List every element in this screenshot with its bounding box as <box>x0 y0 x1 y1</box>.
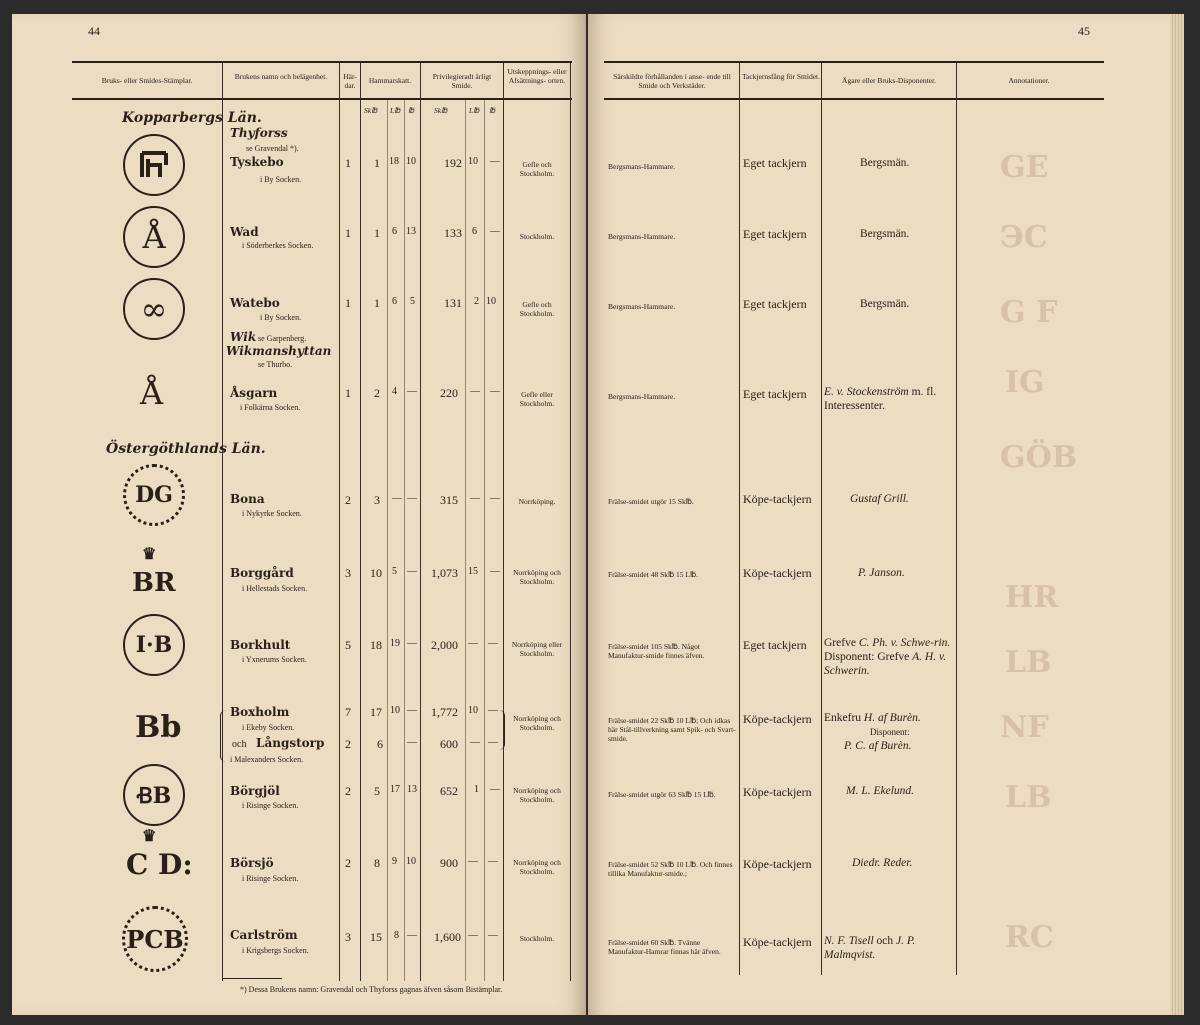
priv-mark: — <box>490 386 500 397</box>
priv-skp: 2,000 <box>431 638 458 652</box>
row-name: Bona <box>230 492 265 506</box>
priv-skp: 315 <box>440 493 458 507</box>
tackjern: Eget tackjern <box>743 387 807 401</box>
unit-lp: L℔ <box>390 106 401 115</box>
priv-lp: 10 <box>468 705 478 716</box>
owner-name: H. af Burèn. <box>863 712 921 724</box>
ref-thyforss: Thyforss <box>230 126 288 140</box>
h-skp: 18 <box>370 638 382 652</box>
header-hammarskatt: Hammarskatt. <box>368 76 412 85</box>
h-mark: — <box>407 737 417 748</box>
showthrough-mark: LB <box>1005 645 1052 680</box>
priv-skp: 192 <box>444 156 462 170</box>
priv-mark: — <box>490 493 500 504</box>
priv-lp: 1 <box>474 784 479 795</box>
priv-lp: 2 <box>474 296 479 307</box>
priv-skp: 1,073 <box>431 566 458 580</box>
owner-name: A. H. v. Schwerin. <box>824 651 947 677</box>
ref-thyforss-loc: se Gravendal *). <box>246 144 299 153</box>
header-rule-bottom-left <box>72 98 572 100</box>
showthrough-mark: G F <box>1000 295 1058 330</box>
port: Norrköping och Stockholm. <box>513 786 561 804</box>
h-mark: 10 <box>406 856 416 867</box>
owner: Bergsmän. <box>860 157 910 169</box>
h-mark: 10 <box>406 156 416 167</box>
tackjern: Köpe-tackjern <box>743 785 812 799</box>
h-mark: 13 <box>407 784 417 795</box>
col-divider <box>570 63 571 981</box>
owner-name: M. L. Ekelund. <box>846 785 915 797</box>
unit-skp2: Sk℔ <box>434 106 448 115</box>
col-divider <box>339 63 340 981</box>
owner <box>858 566 905 580</box>
owner-name: P. Janson. <box>858 567 905 579</box>
showthrough-mark: GÖB <box>1000 440 1078 475</box>
showthrough-mark: GE <box>1000 150 1049 185</box>
h-skp: 15 <box>370 930 382 944</box>
unit-lp2: L℔ <box>469 106 480 115</box>
showthrough-mark: RC <box>1005 920 1054 955</box>
row-loc: i Yxnerums Socken. <box>242 655 307 664</box>
tackjern: Eget tackjern <box>743 297 807 311</box>
h-lp: — <box>392 493 402 504</box>
port: Stockholm. <box>519 934 555 943</box>
row-loc: i By Socken. <box>260 175 302 184</box>
owner <box>824 934 956 962</box>
priv-mark: — <box>488 737 498 748</box>
priv-mark: — <box>488 638 498 649</box>
tackjern: Eget tackjern <box>743 227 807 241</box>
hardar: 5 <box>345 638 351 652</box>
showthrough-mark: HR <box>1005 580 1059 615</box>
stamp-borkhult: I·B <box>123 614 185 676</box>
ref-wikmans-loc: se Thurbo. <box>258 360 293 369</box>
header-hardar: Här-dar. <box>343 72 357 90</box>
col-divider <box>404 100 405 981</box>
priv-mark: — <box>488 705 498 716</box>
priv-mark: 10 <box>486 296 496 307</box>
port: Norrköping. <box>518 497 556 506</box>
footnote-rule <box>222 978 282 979</box>
row-name: Börgjöl <box>230 784 280 798</box>
col-divider <box>222 63 223 981</box>
port: Stockholm. <box>519 232 555 241</box>
hardar: 7 <box>345 705 351 719</box>
row-loc: i Nykyrke Socken. <box>242 509 302 518</box>
priv-lp: 10 <box>468 156 478 167</box>
stamp-borgjol: ꞖB <box>123 764 185 826</box>
row-name: Borggård <box>230 566 294 580</box>
h-lp: 6 <box>392 296 397 307</box>
region-ostergotland: Östergöthlands Län. <box>106 441 266 457</box>
col-divider <box>503 63 504 981</box>
priv-skp: 131 <box>444 296 462 310</box>
owner-disponent: Disponent: <box>870 727 910 737</box>
priv-mark: — <box>490 784 500 795</box>
port: Norrköping och Stockholm. <box>513 714 561 732</box>
remark: Frälse-smidet 52 Sk℔ 10 L℔. Och finnes tillika Manufaktur-smide.; <box>608 860 733 878</box>
priv-mark: — <box>490 156 500 167</box>
owner: Bergsmän. <box>860 228 910 240</box>
h-skp: 6 <box>377 737 383 751</box>
page-number-left: 44 <box>88 24 100 38</box>
hardar: 2 <box>345 493 351 507</box>
h-lp: 19 <box>390 638 400 649</box>
stamp-boxholm: Bb <box>135 710 182 745</box>
col-divider <box>739 63 740 975</box>
ref-wikmans: Wikmanshyttan <box>226 344 332 358</box>
stamp-asgarn: Å <box>140 374 164 412</box>
unit-mark: ℔ <box>408 106 415 115</box>
showthrough-mark: NF <box>1000 710 1049 745</box>
priv-skp: 900 <box>440 856 458 870</box>
header-agare: Ägare eller Bruks-Disponenter. <box>842 76 936 85</box>
port: Norrköping eller Stockholm. <box>511 640 563 658</box>
hardar: 1 <box>345 226 351 240</box>
h-mark: — <box>407 566 417 577</box>
h-lp: 8 <box>394 930 399 941</box>
row-name: Åsgarn <box>230 386 278 400</box>
header-rule-top-left <box>72 61 572 63</box>
h-skp: 8 <box>374 856 380 870</box>
h-mark: — <box>407 386 417 397</box>
owner: Bergsmän. <box>860 298 910 310</box>
tyskebo-mark-icon <box>134 145 174 185</box>
header-tackjern: Tackjernsfång för Smidet. <box>742 72 820 81</box>
h-skp: 17 <box>370 705 382 719</box>
col-divider <box>420 63 421 981</box>
header-annot: Annotationer. <box>1008 76 1050 85</box>
tackjern: Eget tackjern <box>743 638 807 652</box>
priv-lp: — <box>468 856 478 867</box>
row-loc: i By Socken. <box>260 313 302 322</box>
region-kopparberg: Kopparbergs Län. <box>122 110 262 126</box>
owner-disponent: Disponent: Grefve <box>824 651 910 663</box>
h-skp: 1 <box>374 296 380 310</box>
owner-name: E. v. Stockenström <box>824 386 909 398</box>
remark: Frälse-smidet 60 Sk℔. Tvänne Manufaktur-Hamrar finnas här äfven. <box>608 938 721 956</box>
tackjern: Köpe-tackjern <box>743 566 812 580</box>
hardar: 1 <box>345 296 351 310</box>
ref-wik-loc: se Garpenberg. <box>258 334 307 343</box>
h-mark: — <box>407 705 417 716</box>
row-name: Börsjö <box>230 856 274 870</box>
showthrough-mark: LB <box>1005 780 1052 815</box>
hardar: 3 <box>345 930 351 944</box>
col-divider <box>387 100 388 981</box>
priv-skp: 220 <box>440 386 458 400</box>
owner-name: C. Ph. v. Schwe-rin. <box>858 637 951 649</box>
unit-skp: Sk℔ <box>364 106 378 115</box>
col-divider <box>360 63 361 981</box>
remark: Frälse-smidet utgör 63 Sk℔ 15 L℔. <box>608 790 716 799</box>
h-lp: 18 <box>389 156 399 167</box>
h-skp: 1 <box>374 156 380 170</box>
h-lp: 9 <box>392 856 397 867</box>
hardar: 1 <box>345 386 351 400</box>
row-name-prefix: och <box>232 739 247 750</box>
h-skp: 10 <box>370 566 382 580</box>
tackjern: Köpe-tackjern <box>743 712 812 726</box>
priv-skp: 652 <box>440 784 458 798</box>
hardar: 1 <box>345 156 351 170</box>
stamp-borsjo: C D: <box>126 848 193 881</box>
row-name: Wad <box>230 225 259 239</box>
row-name: Borkhult <box>230 638 291 652</box>
owner <box>824 385 954 413</box>
stamp-borggard: BR <box>132 568 176 598</box>
row-loc: i Krigsbergs Socken. <box>242 946 309 955</box>
tackjern: Köpe-tackjern <box>743 857 812 871</box>
owner-conj: och <box>876 935 894 947</box>
row-loc: i Ekeby Socken. <box>242 723 295 732</box>
owner-title: Enkefru <box>824 712 862 724</box>
hardar: 2 <box>345 737 351 751</box>
h-skp: 3 <box>374 493 380 507</box>
owner-name: N. F. Tisell <box>824 935 874 947</box>
priv-skp: 1,600 <box>434 930 461 944</box>
header-stamp: Bruks- eller Smides-Stämplar. <box>101 76 193 85</box>
remark: Bergsmans-Hammare. <box>608 162 676 171</box>
owner-name: P. C. af Burèn. <box>844 740 912 752</box>
remark: Bergsmans-Hammare. <box>608 302 676 311</box>
h-lp: 17 <box>390 784 400 795</box>
h-mark: — <box>407 493 417 504</box>
h-lp: 10 <box>390 705 400 716</box>
header-sarskilda: Särskildte förhållanden i anse- ende till Smide och Verkstäder. <box>613 72 731 90</box>
owner <box>850 492 909 506</box>
showthrough-mark: ЭC <box>1000 220 1048 255</box>
tackjern: Köpe-tackjern <box>743 935 812 949</box>
stamp-wad: Å <box>123 206 185 268</box>
priv-skp: 1,772 <box>431 705 458 719</box>
owner-name: Diedr. Reder. <box>852 857 913 869</box>
stamp-carlstrom: PCB <box>122 906 188 972</box>
footnote: *) Dessa Brukens namn: Gravendal och Thyforss gagnas äfven såsom Bistämplar. <box>240 985 503 994</box>
port: Norrköping och Stockholm. <box>513 568 561 586</box>
h-mark: 13 <box>406 226 416 237</box>
unit-mark2: ℔ <box>489 106 496 115</box>
priv-skp: 600 <box>440 737 458 751</box>
priv-mark: — <box>488 856 498 867</box>
remark: Bergsmans-Hammare. <box>608 392 676 401</box>
priv-mark: — <box>490 226 500 237</box>
col-divider <box>821 63 822 975</box>
priv-skp: 133 <box>444 226 462 240</box>
ref-wik: Wik <box>230 330 257 344</box>
row-loc: i Söderberkes Socken. <box>242 241 314 250</box>
owner <box>846 784 914 798</box>
owner <box>824 636 956 678</box>
priv-lp: — <box>468 638 478 649</box>
h-skp: 2 <box>374 386 380 400</box>
tackjern: Köpe-tackjern <box>743 492 812 506</box>
h-lp: 6 <box>392 226 397 237</box>
crown-icon: ♛ <box>142 826 157 845</box>
port: Gefle och Stockholm. <box>519 160 555 178</box>
row-name: Carlström <box>230 928 298 942</box>
remark: Frälse-smidet utgör 15 Sk℔. <box>608 497 694 506</box>
remark: Frälse-smidet 22 Sk℔ 10 L℔; Och idkas här Stål-tillverkning samt Spik- och Svart-smide. <box>608 716 736 743</box>
h-lp: 5 <box>392 566 397 577</box>
col-divider <box>465 100 466 981</box>
tackjern: Eget tackjern <box>743 156 807 170</box>
h-mark: 5 <box>410 296 415 307</box>
port: Norrköping och Stockholm. <box>513 858 561 876</box>
owner-name: Gustaf Grill. <box>850 493 909 505</box>
showthrough-mark: IG <box>1005 365 1045 400</box>
priv-lp: — <box>470 386 480 397</box>
h-mark: — <box>407 930 417 941</box>
h-skp: 1 <box>374 226 380 240</box>
brace <box>498 710 505 750</box>
hardar: 2 <box>345 784 351 798</box>
stamp-tyskebo <box>123 134 185 196</box>
h-skp: 5 <box>374 784 380 798</box>
remark: Bergsmans-Hammare. <box>608 232 676 241</box>
crown-icon: ♛ <box>142 544 157 563</box>
priv-lp: 15 <box>468 566 478 577</box>
owner-note: m. fl. Interessenter. <box>824 386 937 412</box>
header-privilegierad: Privilegieradt årligt Smide. <box>432 72 492 90</box>
header-rule-bottom-right <box>604 98 1104 100</box>
header-works: Brukens namn och belägenhet. <box>234 72 328 81</box>
page-number-right: 45 <box>1078 24 1090 38</box>
owner-title: Grefve <box>824 637 856 649</box>
hardar: 2 <box>345 856 351 870</box>
h-lp: 4 <box>392 386 397 397</box>
row-loc: i Hellestads Socken. <box>242 584 308 593</box>
owner <box>824 711 956 753</box>
row-loc: i Malexanders Socken. <box>230 755 304 764</box>
owner <box>852 856 912 870</box>
priv-lp: 6 <box>472 226 477 237</box>
priv-lp: — <box>468 930 478 941</box>
priv-mark: — <box>490 566 500 577</box>
priv-lp: — <box>470 737 480 748</box>
remark: Frälse-smidet 48 Sk℔ 15 L℔. <box>608 570 698 579</box>
header-utskepp: Utskeppnings- eller Afsättnings- orten. <box>507 67 567 85</box>
row-name: Watebo <box>230 296 280 310</box>
row-name: Långstorp <box>256 736 325 750</box>
row-name: Tyskebo <box>230 155 284 169</box>
remark: Frälse-smidet 105 Sk℔. Något Manufaktur-smide finnes äfven. <box>608 642 705 660</box>
row-loc: i Risinge Socken. <box>242 801 299 810</box>
brace <box>220 710 227 762</box>
stamp-watebo: ∞ <box>123 278 185 340</box>
stamp-bona: DG <box>123 464 185 526</box>
page-edges <box>1170 14 1184 1015</box>
col-divider <box>956 63 957 975</box>
h-mark: — <box>407 638 417 649</box>
row-loc: i Folkärna Socken. <box>240 403 301 412</box>
priv-mark: — <box>488 930 498 941</box>
port: Gefle eller Stockholm. <box>519 390 555 408</box>
owner-name: J. P. Malmqvist. <box>824 935 916 961</box>
port: Gefle och Stockholm. <box>519 300 555 318</box>
row-name: Boxholm <box>230 705 290 719</box>
hardar: 3 <box>345 566 351 580</box>
priv-lp: — <box>470 493 480 504</box>
header-rule-top-right <box>604 61 1104 63</box>
row-loc: i Risinge Socken. <box>242 874 299 883</box>
col-divider <box>484 100 485 981</box>
